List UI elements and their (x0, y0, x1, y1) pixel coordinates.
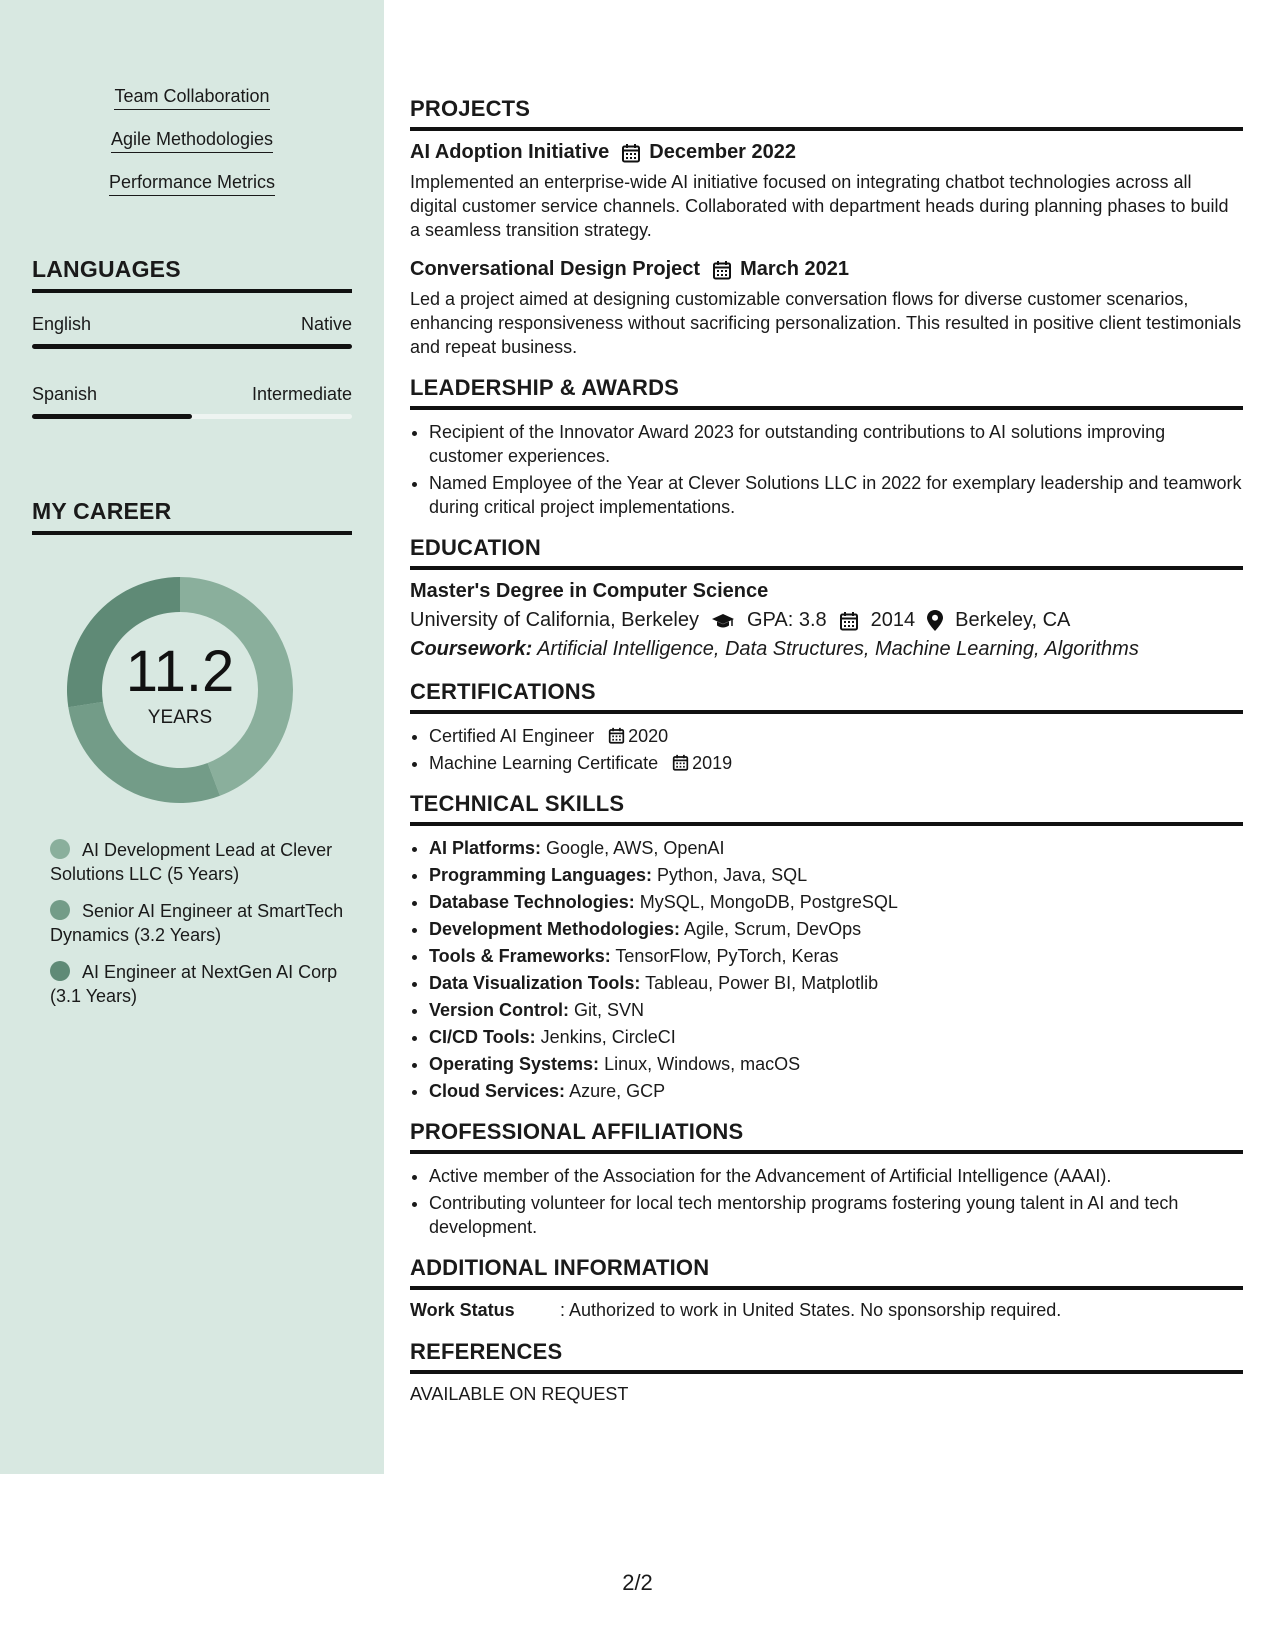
education-coursework (410, 638, 1243, 661)
skill-link[interactable]: Team Collaboration (114, 86, 269, 110)
calendar-icon (712, 260, 732, 280)
projects-heading: PROJECTS (410, 96, 1243, 131)
career-donut-chart (64, 574, 296, 806)
skill-item (429, 890, 1243, 914)
certifications-list (410, 724, 1243, 775)
project-name: Conversational Design Project (410, 258, 701, 280)
calendar-icon (839, 611, 859, 631)
project-title (410, 258, 1243, 281)
skill-label: CI/CD Tools: (429, 1027, 536, 1047)
skill-value: Git, SVN (574, 1000, 645, 1020)
sidebar (0, 0, 384, 1474)
skill-label: Database Technologies: (429, 892, 635, 912)
language-bar-fill (32, 414, 192, 419)
education-details (410, 609, 1243, 632)
language-row-spanish (32, 384, 352, 405)
skill-value: Linux, Windows, macOS (604, 1054, 801, 1074)
calendar-icon (608, 727, 625, 744)
career-list (50, 838, 350, 1021)
awards-list (410, 420, 1243, 519)
career-dot (50, 900, 70, 920)
career-item (50, 960, 350, 1008)
skill-label: Version Control: (429, 1000, 570, 1020)
additional-info-heading: ADDITIONAL INFORMATION (410, 1255, 1243, 1290)
affiliations-list (410, 1164, 1243, 1239)
certification-year: 2020 (628, 726, 669, 746)
certifications-heading: CERTIFICATIONS (410, 679, 1243, 714)
skill-value: Azure, GCP (569, 1081, 666, 1101)
skill-item (429, 998, 1243, 1022)
skill-link[interactable]: Agile Methodologies (111, 129, 273, 153)
skill-item (429, 863, 1243, 887)
technical-skills-list (410, 836, 1243, 1103)
skill-item (429, 971, 1243, 995)
technical-skills-heading: TECHNICAL SKILLS (410, 791, 1243, 826)
career-item (50, 899, 350, 947)
award-item: • Named Employee of the Year at Clever Solutions LLC in 2022 for exemplary leadership and teamwork during critical project implementations. (429, 471, 1243, 519)
certification-year: 2019 (692, 753, 733, 773)
awards-heading: LEADERSHIP & AWARDS (410, 375, 1243, 410)
affiliations-heading: PROFESSIONAL AFFILIATIONS (410, 1119, 1243, 1154)
skill-link[interactable]: Performance Metrics (109, 172, 275, 196)
donut-center (64, 574, 296, 806)
skill-item (429, 944, 1243, 968)
award-item: • Recipient of the Innovator Award 2023 for outstanding contributions to AI solutions improving customer experiences. (429, 420, 1243, 468)
skill-value: Agile, Scrum, DevOps (684, 919, 862, 939)
language-level: Native (300, 314, 352, 334)
skill-value: Python, Java, SQL (657, 865, 808, 885)
skill-label: Data Visualization Tools: (429, 973, 641, 993)
career-item (50, 838, 350, 886)
calendar-icon (672, 754, 689, 771)
work-status-label: Work Status (410, 1300, 515, 1320)
work-status-row (410, 1300, 1243, 1321)
coursework-label: Coursework: (410, 638, 533, 660)
graduation-cap-icon (711, 611, 735, 631)
skill-value: Google, AWS, OpenAI (546, 838, 725, 858)
language-row-english (32, 314, 352, 335)
skill-value: Jenkins, CircleCI (540, 1027, 676, 1047)
language-level: Intermediate (251, 384, 352, 404)
language-bar-english (32, 344, 352, 349)
skill-item (429, 1079, 1243, 1103)
career-item-text: AI Engineer at NextGen AI Corp (3.1 Years) (50, 962, 338, 1006)
skill-label: Tools & Frameworks: (429, 946, 611, 966)
project-date: December 2022 (649, 141, 797, 163)
calendar-icon (621, 143, 641, 163)
education-year: 2014 (870, 609, 916, 631)
affiliation-item: • Contributing volunteer for local tech mentorship programs fostering young talent in AI and tech development. (429, 1191, 1243, 1239)
skill-links (0, 86, 384, 215)
skill-label: Operating Systems: (429, 1054, 600, 1074)
language-name: Spanish (32, 384, 98, 404)
language-name: English (32, 314, 92, 334)
project-description: Implemented an enterprise-wide AI initiative focused on integrating chatbot technologies across all digital customer service channels. Collaborated with department heads during planning phases to build a seamless transition strategy. (410, 172, 1229, 240)
references-heading: REFERENCES (410, 1339, 1243, 1374)
skill-item (429, 1025, 1243, 1049)
certification-item (429, 724, 1243, 748)
career-dot (50, 961, 70, 981)
career-dot (50, 839, 70, 859)
education-school: University of California, Berkeley (410, 609, 699, 631)
skill-item (429, 1052, 1243, 1076)
certification-name: Machine Learning Certificate (429, 753, 659, 773)
skill-value: MySQL, MongoDB, PostgreSQL (639, 892, 898, 912)
career-item-text: AI Development Lead at Clever Solutions LLC (5 Years) (50, 840, 333, 884)
certification-name: Certified AI Engineer (429, 726, 595, 746)
career-heading: MY CAREER (32, 498, 352, 535)
skill-value: TensorFlow, PyTorch, Keras (615, 946, 839, 966)
languages-heading: LANGUAGES (32, 256, 352, 293)
education-degree: Master's Degree in Computer Science (410, 580, 769, 602)
location-pin-icon (927, 610, 943, 631)
main-content (410, 96, 1243, 1405)
affiliation-item: • Active member of the Association for the Advancement of Artificial Intelligence (AAAI). (429, 1164, 1243, 1188)
coursework-list: Artificial Intelligence, Data Structures, Machine Learning, Algorithms (537, 638, 1139, 660)
language-bar-fill (32, 344, 352, 349)
skill-item (429, 917, 1243, 941)
page-number: 2/2 (622, 1570, 653, 1595)
skill-label: Cloud Services: (429, 1081, 566, 1101)
certification-item (429, 751, 1243, 775)
project-title (410, 141, 1243, 164)
project-name: AI Adoption Initiative (410, 141, 610, 163)
language-bar-spanish (32, 414, 352, 419)
references-text: AVAILABLE ON REQUEST (410, 1384, 629, 1404)
career-total-unit: YEARS (147, 707, 213, 728)
career-item-text: Senior AI Engineer at SmartTech Dynamics (3.2 Years) (50, 901, 344, 945)
skill-label: Programming Languages: (429, 865, 653, 885)
project-description: Led a project aimed at designing customizable conversation flows for diverse customer scenarios, enhancing responsiveness without sacrificing personalization. This resulted in positive client testimonials and repeat business. (410, 289, 1242, 357)
skill-label: Development Methodologies: (429, 919, 681, 939)
project-date: March 2021 (740, 258, 850, 280)
education-gpa: GPA: 3.8 (747, 609, 827, 631)
skill-label: AI Platforms: (429, 838, 542, 858)
education-location: Berkeley, CA (955, 609, 1071, 631)
skill-item (429, 836, 1243, 860)
career-total-years: 11.2 (125, 639, 235, 704)
work-status-value: : Authorized to work in United States. No sponsorship required. (560, 1300, 1062, 1320)
education-heading: EDUCATION (410, 535, 1243, 570)
skill-value: Tableau, Power BI, Matplotlib (645, 973, 879, 993)
